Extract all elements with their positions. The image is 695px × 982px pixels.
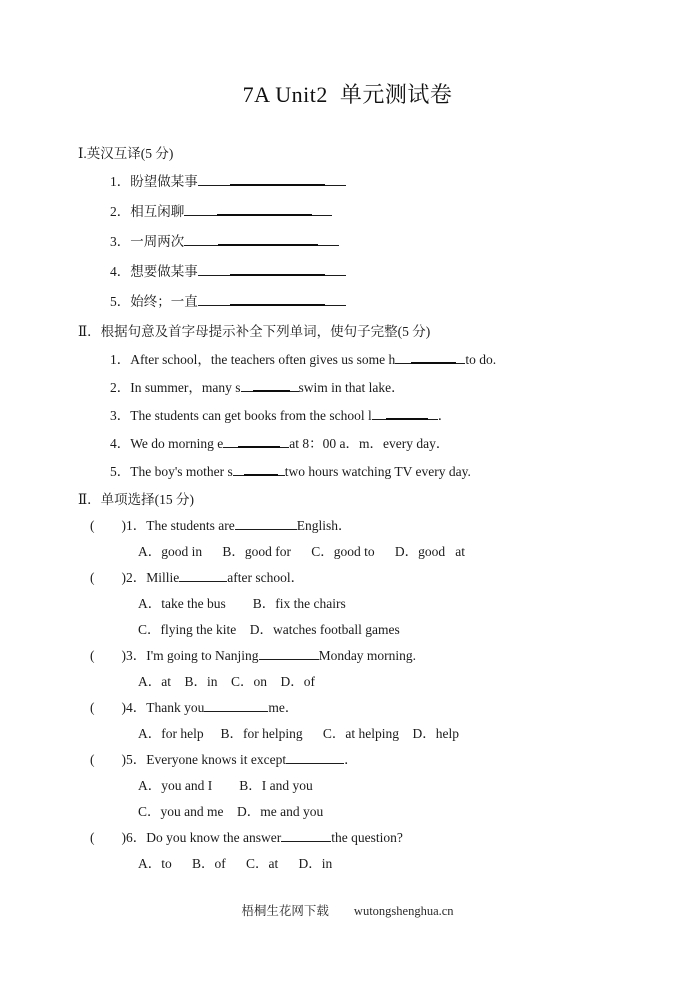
section-multiple-choice: [78, 491, 638, 872]
answer-blank[interactable]: [184, 233, 339, 246]
sentence-after: at 8：00 a．m．every day．: [289, 436, 450, 451]
sentence-after: two hours watching TV every day.: [284, 464, 471, 479]
item-number: 2．: [110, 380, 131, 395]
section-translation: [78, 145, 638, 310]
sentence-before: In summer，many s: [130, 380, 241, 395]
list-item: [78, 407, 638, 424]
item-number: 4．: [110, 264, 131, 279]
choice-question: [78, 517, 638, 534]
sentence-before: We do morning e: [130, 436, 224, 451]
item-number: 1．: [110, 174, 131, 189]
answer-blank[interactable]: [259, 647, 319, 660]
item-number: 2．: [110, 204, 131, 219]
answer-blank[interactable]: [204, 699, 268, 712]
list-item: [78, 351, 638, 368]
choice-options[interactable]: A．take the bus B．fix the chairs: [138, 596, 346, 611]
choice-options[interactable]: A．at B．in C．on D．of: [138, 674, 315, 689]
choice-question: [78, 647, 638, 664]
list-item: [78, 293, 638, 310]
list-item: [78, 379, 638, 396]
item-number: 5．: [126, 752, 147, 767]
section-heading: Ⅰ.英汉互译(5 分): [78, 146, 174, 161]
sentence-before: Millie: [146, 570, 180, 585]
sentence-before: Thank you: [146, 700, 205, 715]
answer-box[interactable]: ( ): [90, 830, 126, 845]
list-item: [78, 203, 638, 220]
choice-options[interactable]: A．for help B．for helping C．at helping D．help: [138, 726, 459, 741]
answer-box[interactable]: ( ): [90, 700, 126, 715]
sentence-after: to do.: [465, 352, 497, 367]
item-text: 盼望做某事: [130, 174, 198, 189]
answer-blank[interactable]: [241, 379, 299, 392]
footer-watermark: 梧桐生花网下载 wutongshenghua.cn: [241, 904, 454, 918]
sentence-before: After school，the teachers often gives us some h: [130, 352, 396, 367]
choice-question: [78, 829, 638, 846]
item-number: 5．: [110, 464, 131, 479]
answer-blank[interactable]: [372, 407, 438, 420]
section-heading: Ⅱ．单项选择(15 分): [78, 492, 195, 507]
item-number: 4．: [110, 436, 131, 451]
sentence-before: I'm going to Nanjing: [146, 648, 259, 663]
item-number: 1．: [110, 352, 131, 367]
answer-blank[interactable]: [184, 203, 332, 216]
exam-body: [78, 145, 638, 881]
sentence-before: The boy's mother s: [130, 464, 233, 479]
sentence-after: English．: [296, 518, 352, 533]
sentence-after: me．: [268, 700, 299, 715]
item-number: 3．: [126, 648, 147, 663]
sentence-after: swim in that lake．: [298, 380, 405, 395]
choice-options[interactable]: C．you and me D．me and you: [138, 804, 324, 819]
answer-blank[interactable]: [233, 463, 285, 476]
item-number: 5．: [110, 294, 131, 309]
sentence-before: Everyone knows it except: [146, 752, 287, 767]
choice-question: [78, 699, 638, 716]
choice-question: [78, 569, 638, 586]
sentence-after: Monday morning.: [318, 648, 417, 663]
item-text: 相互闲聊: [130, 204, 185, 219]
answer-blank[interactable]: [281, 829, 331, 842]
list-item: [78, 173, 638, 190]
list-item: [78, 463, 638, 480]
answer-box[interactable]: ( ): [90, 648, 126, 663]
sentence-before: The students can get books from the school l: [130, 408, 372, 423]
sentence-after: ．: [437, 408, 452, 423]
item-number: 1．: [126, 518, 147, 533]
page-title: 7A Unit2 单元测试卷: [242, 82, 453, 107]
item-number: 3．: [110, 234, 131, 249]
answer-blank[interactable]: [395, 351, 465, 364]
item-number: 6．: [126, 830, 147, 845]
answer-blank[interactable]: [223, 435, 289, 448]
answer-blank[interactable]: [198, 293, 346, 306]
sentence-before: The students are: [146, 518, 235, 533]
sentence-after: the question?: [331, 830, 403, 845]
sentence-after: after school．: [227, 570, 305, 585]
list-item: [78, 435, 638, 452]
choice-options[interactable]: A．good in B．good for C．good to D．good at: [138, 544, 465, 559]
answer-blank[interactable]: [198, 173, 346, 186]
answer-blank[interactable]: [286, 751, 344, 764]
item-number: 3．: [110, 408, 131, 423]
choice-options[interactable]: C．flying the kite D．watches football games: [138, 622, 400, 637]
sentence-after: ．: [344, 752, 358, 767]
item-text: 一周两次: [130, 234, 185, 249]
choice-question: [78, 751, 638, 768]
answer-blank[interactable]: [235, 517, 297, 530]
list-item: [78, 233, 638, 250]
item-number: 2．: [126, 570, 147, 585]
item-number: 4．: [126, 700, 147, 715]
sentence-before: Do you know the answer: [146, 830, 282, 845]
item-text: 始终；一直: [130, 294, 198, 309]
answer-box[interactable]: ( ): [90, 570, 126, 585]
item-text: 想要做某事: [130, 264, 198, 279]
answer-box[interactable]: ( ): [90, 752, 126, 767]
section-word-completion: [78, 323, 638, 480]
section-heading: Ⅱ．根据句意及首字母提示补全下列单词，使句子完整(5 分): [78, 324, 431, 339]
choice-options[interactable]: A．you and I B．I and you: [138, 778, 313, 793]
answer-blank[interactable]: [179, 569, 227, 582]
choice-options[interactable]: A．to B．of C．at D．in: [138, 856, 333, 871]
answer-blank[interactable]: [198, 263, 346, 276]
list-item: [78, 263, 638, 280]
answer-box[interactable]: ( ): [90, 518, 126, 533]
